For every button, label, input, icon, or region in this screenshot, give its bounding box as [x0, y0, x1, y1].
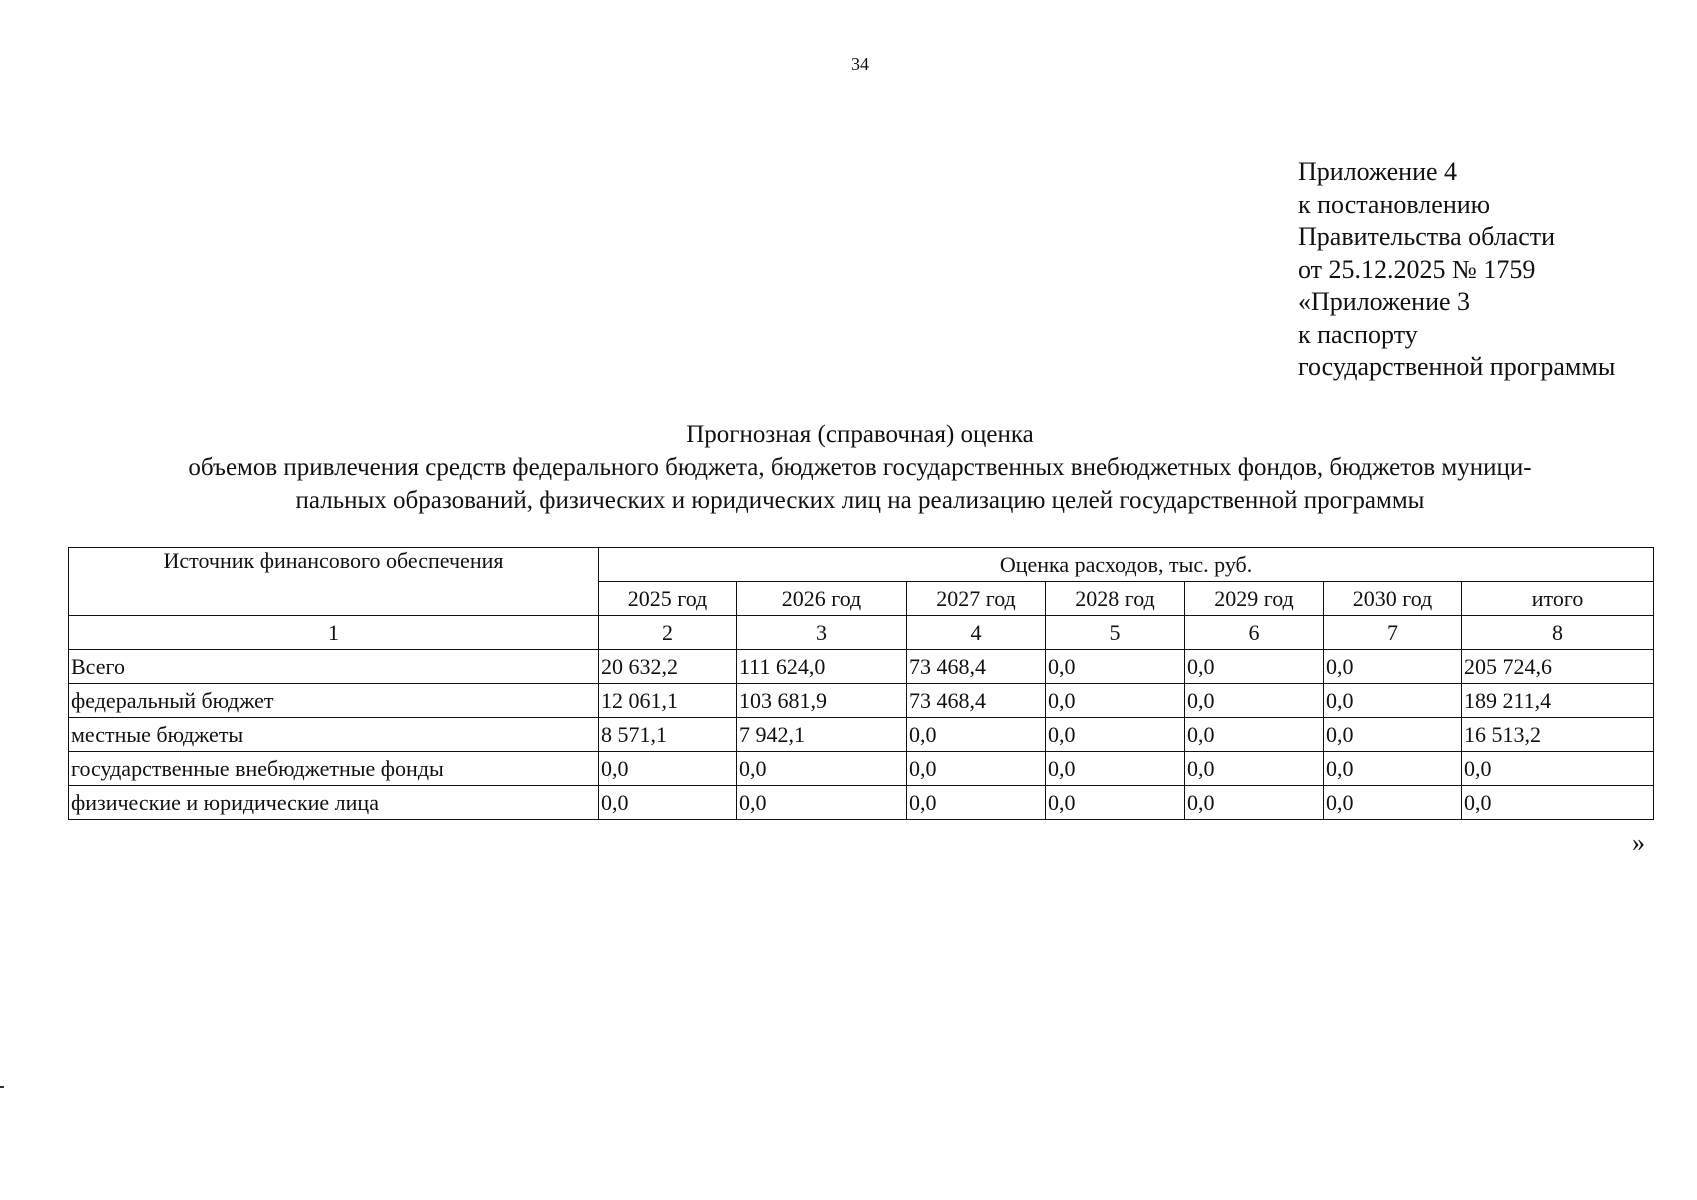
column-number: 8: [1462, 616, 1654, 650]
value-cell: 0,0: [737, 786, 907, 820]
appendix-line: к паспорту: [1298, 319, 1418, 349]
column-number: 1: [69, 616, 599, 650]
scan-margin-mark: [0, 1086, 4, 1088]
source-cell: местные бюджеты: [69, 718, 599, 752]
column-number: 4: [907, 616, 1046, 650]
appendix-line: от 25.12.2025 № 1759: [1298, 254, 1536, 284]
appendix-line: «Приложение 3: [1298, 287, 1471, 316]
heading-line: объемов привлечения средств федерального бюджета, бюджетов государственных внебюджетных фондов, бюджетов муници-: [188, 454, 1532, 481]
value-cell: 0,0: [1046, 718, 1185, 752]
column-number: 2: [599, 616, 737, 650]
appendix-line: Правительства области: [1298, 222, 1556, 251]
column-number: 7: [1324, 616, 1462, 650]
source-header: Источник финансового обеспечения: [69, 548, 599, 616]
value-cell: 0,0: [1185, 752, 1324, 786]
value-cell: 0,0: [599, 786, 737, 820]
year-header: 2028 год: [1046, 582, 1185, 616]
total-cell: 205 724,6: [1462, 650, 1654, 684]
column-number: 5: [1046, 616, 1185, 650]
document-heading: [80, 418, 1640, 517]
total-header: итого: [1462, 582, 1654, 616]
value-cell: 0,0: [1046, 684, 1185, 718]
appendix-line: Приложение 4: [1298, 157, 1458, 186]
value-cell: 0,0: [1046, 752, 1185, 786]
appendix-block: [1298, 156, 1615, 384]
appendix-line: к постановлению: [1298, 189, 1491, 219]
year-header: 2025 год: [599, 582, 737, 616]
estimate-header: Оценка расходов, тыс. руб.: [599, 548, 1654, 582]
total-cell: 0,0: [1462, 786, 1654, 820]
page-number: 34: [851, 54, 869, 74]
table-row: [69, 684, 1654, 718]
table-row: [69, 786, 1654, 820]
value-cell: 0,0: [907, 786, 1046, 820]
value-cell: 0,0: [737, 752, 907, 786]
value-cell: 73 468,4: [907, 650, 1046, 684]
appendix-line: государственной программы: [1298, 352, 1616, 381]
year-header: 2026 год: [737, 582, 907, 616]
value-cell: 103 681,9: [737, 684, 907, 718]
value-cell: 111 624,0: [737, 650, 907, 684]
heading-line: пальных образований, физических и юридических лиц на реализацию целей государственной программы: [295, 487, 1425, 514]
value-cell: 0,0: [599, 752, 737, 786]
value-cell: 0,0: [1185, 786, 1324, 820]
value-cell: 0,0: [1185, 718, 1324, 752]
value-cell: 7 942,1: [737, 718, 907, 752]
total-cell: 0,0: [1462, 752, 1654, 786]
table-row: [69, 752, 1654, 786]
value-cell: 8 571,1: [599, 718, 737, 752]
value-cell: 0,0: [1185, 650, 1324, 684]
closing-quote: »: [1632, 828, 1645, 857]
source-cell: Всего: [69, 650, 599, 684]
value-cell: 0,0: [1324, 718, 1462, 752]
total-cell: 189 211,4: [1462, 684, 1654, 718]
column-number-row: [69, 616, 1654, 650]
value-cell: 0,0: [1185, 684, 1324, 718]
value-cell: 0,0: [1324, 650, 1462, 684]
year-header: 2027 год: [907, 582, 1046, 616]
year-header: 2030 год: [1324, 582, 1462, 616]
year-header: 2029 год: [1185, 582, 1324, 616]
heading-title: Прогнозная (справочная) оценка: [686, 421, 1034, 448]
value-cell: 0,0: [1324, 684, 1462, 718]
column-number: 6: [1185, 616, 1324, 650]
value-cell: 0,0: [907, 752, 1046, 786]
source-cell: государственные внебюджетные фонды: [69, 752, 599, 786]
source-cell: физические и юридические лица: [69, 786, 599, 820]
value-cell: 0,0: [1046, 650, 1185, 684]
table-row: [69, 650, 1654, 684]
budget-table: [68, 547, 1654, 820]
source-cell: федеральный бюджет: [69, 684, 599, 718]
total-cell: 16 513,2: [1462, 718, 1654, 752]
value-cell: 0,0: [1324, 752, 1462, 786]
value-cell: 20 632,2: [599, 650, 737, 684]
value-cell: 0,0: [907, 718, 1046, 752]
value-cell: 0,0: [1324, 786, 1462, 820]
value-cell: 0,0: [1046, 786, 1185, 820]
value-cell: 73 468,4: [907, 684, 1046, 718]
column-number: 3: [737, 616, 907, 650]
value-cell: 12 061,1: [599, 684, 737, 718]
table-row: [69, 718, 1654, 752]
